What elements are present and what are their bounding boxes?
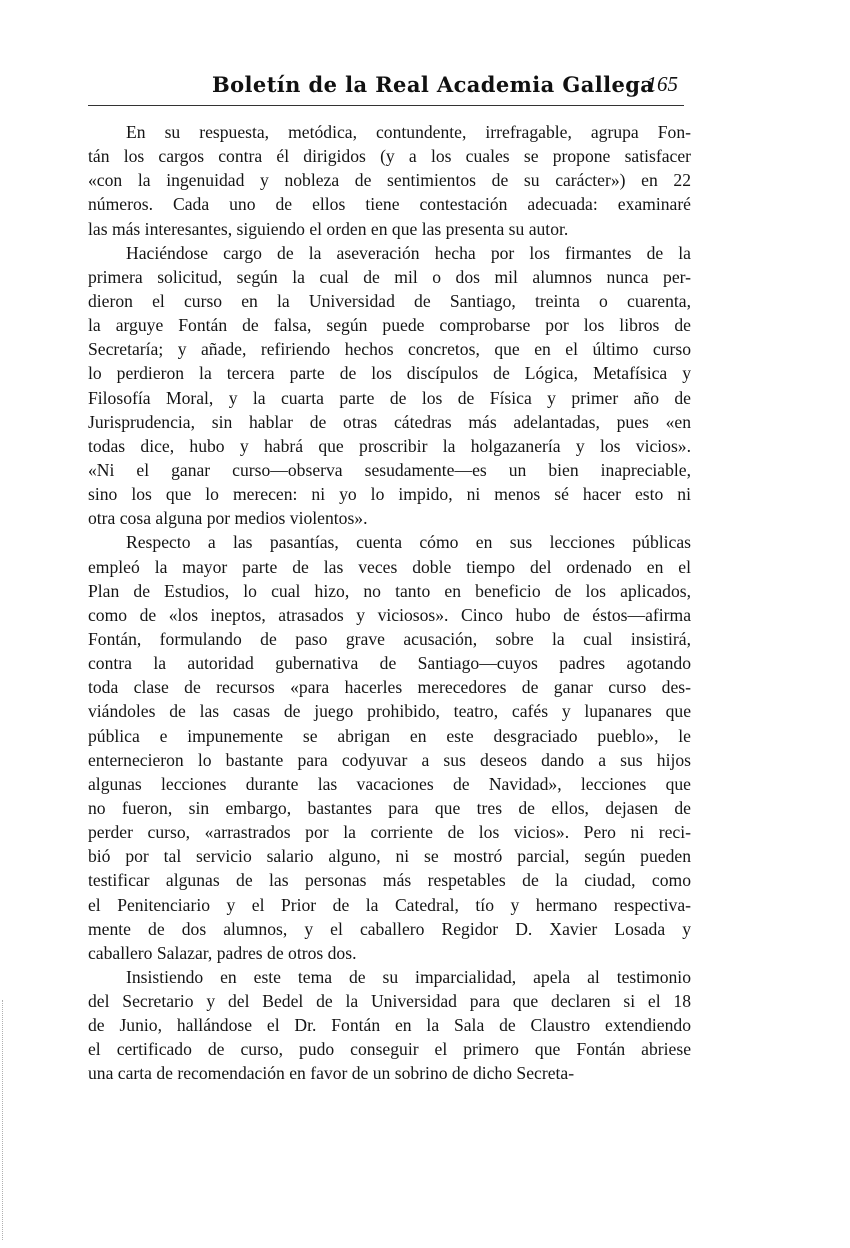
text-line: una carta de recomendación en favor de un sobrino de dicho Secreta- <box>88 1063 575 1084</box>
text-line: primera solicitud, según la cual de mil o dos mil alumnos nunca per- <box>88 266 691 287</box>
text-line: el certificado de curso, pudo conseguir el primero que Fontán abriese <box>88 1039 691 1060</box>
text-line: dieron el curso en la Universidad de Santiago, treinta o cuarenta, <box>88 290 691 311</box>
text-line: testificar algunas de las personas más respetables de la ciudad, como <box>88 870 691 891</box>
paragraph-pasantias <box>88 530 691 965</box>
text-line: empleó la mayor parte de las veces doble tiempo del ordenado en el <box>88 556 691 577</box>
text-line: viándoles de las casas de juego prohibido, teatro, cafés y lupanares que <box>88 701 691 722</box>
text-line: «Ni el ganar curso—observa sesudamente—es un bien inapreciable, <box>88 459 691 480</box>
text-line: Fontán, formulando de paso grave acusación, sobre la cual insistirá, <box>88 628 691 649</box>
text-line: Plan de Estudios, lo cual hizo, no tanto en beneficio de los aplicados, <box>88 580 691 601</box>
text-line: «con la ingenuidad y nobleza de sentimientos de su carácter») en 22 <box>88 170 691 191</box>
text-line: tán los cargos contra él dirigidos (y a los cuales se propone satisfacer <box>88 146 691 167</box>
text-line: del Secretario y del Bedel de la Universidad para que declaren si el 18 <box>88 991 691 1012</box>
paragraph-aseveracion <box>88 241 691 531</box>
text-line: como de «los ineptos, atrasados y viciosos». Cinco hubo de éstos—afirma <box>88 604 691 625</box>
text-line: sino los que lo merecen: ni yo lo impido, ni menos sé hacer esto ni <box>88 484 691 505</box>
text-line: no fueron, sin embargo, bastantes para que tres de ellos, dejasen de <box>88 797 691 818</box>
text-line: Haciéndose cargo de la aseveración hecha por los firmantes de la <box>126 242 691 263</box>
text-line: pública e impunemente se abrigan en este desgraciado pueblo», le <box>88 725 691 746</box>
text-line: de Junio, hallándose el Dr. Fontán en la Sala de Claustro extendiendo <box>88 1015 691 1036</box>
text-line: la arguye Fontán de falsa, según puede comprobarse por los libros de <box>88 315 691 336</box>
text-line: contra la autoridad gubernativa de Santiago—cuyos padres agotando <box>88 653 691 674</box>
text-line: números. Cada uno de ellos tiene contestación adecuada: examinaré <box>88 194 691 215</box>
text-line: Secretaría; y añade, refiriendo hechos concretos, que en el último curso <box>88 339 691 360</box>
paragraph-respuesta <box>88 120 691 241</box>
header-rule <box>88 105 684 106</box>
journal-title: Boletín de la Real Academia Gallega <box>212 72 655 97</box>
text-line: lo perdieron la tercera parte de los discípulos de Lógica, Metafísica y <box>88 363 691 384</box>
text-line: Filosofía Moral, y la cuarta parte de los de Física y primer año de <box>88 387 691 408</box>
text-line: todas dice, hubo y habrá que proscribir la holgazanería y los vicios». <box>88 435 691 456</box>
text-line: algunas lecciones durante las vacaciones de Navidad», lecciones que <box>88 773 691 794</box>
text-line: toda clase de recursos «para hacerles merecedores de ganar curso des- <box>88 677 691 698</box>
margin-specks <box>2 1000 5 1240</box>
text-line: Jurisprudencia, sin hablar de otras cátedras más adelantadas, pues «en <box>88 411 691 432</box>
text-line: perder curso, «arrastrados por la corriente de los vicios». Pero ni reci- <box>88 822 691 843</box>
text-line: caballero Salazar, padres de otros dos. <box>88 942 357 963</box>
text-line: Respecto a las pasantías, cuenta cómo en sus lecciones públicas <box>126 532 691 553</box>
paragraph-imparcialidad <box>88 965 691 1086</box>
text-line: enternecieron lo bastante para codyuvar a sus deseos dando a sus hijos <box>88 749 691 770</box>
text-line: las más interesantes, siguiendo el orden en que las presenta su autor. <box>88 218 569 239</box>
page-number: 165 <box>646 72 678 96</box>
text-line: mente de dos alumnos, y el caballero Regidor D. Xavier Losada y <box>88 918 691 939</box>
text-line: En su respuesta, metódica, contundente, irrefragable, agrupa Fon- <box>126 122 691 142</box>
text-line: Insistiendo en este tema de su imparcialidad, apela al testimonio <box>126 966 691 987</box>
body-text <box>88 120 691 1086</box>
text-line: otra cosa alguna por medios violentos». <box>88 508 368 529</box>
running-header <box>88 72 684 106</box>
text-line: el Penitenciario y el Prior de la Catedral, tío y hermano respectiva- <box>88 894 691 915</box>
text-line: bió por tal servicio salario alguno, ni se mostró parcial, según pueden <box>88 846 691 867</box>
